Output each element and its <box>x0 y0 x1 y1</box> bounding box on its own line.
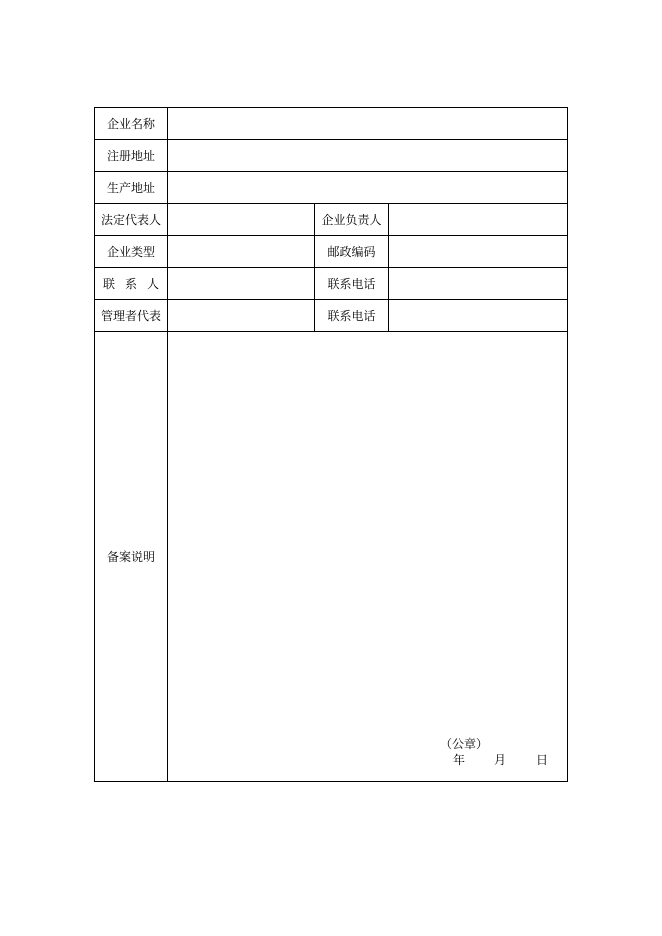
contact-phone-field[interactable] <box>389 268 567 299</box>
date-day-label: 日 <box>536 753 549 767</box>
contact-person-label <box>95 268 167 299</box>
filing-description-field[interactable] <box>168 332 567 781</box>
date-year-label: 年 <box>453 753 466 767</box>
legal-representative-label: 法定代表人 <box>100 212 161 227</box>
postal-code-field[interactable] <box>389 236 567 267</box>
postal-code-label: 邮政编码 <box>327 244 376 259</box>
legal-representative-field[interactable] <box>168 204 314 235</box>
management-contact-phone-field[interactable] <box>389 300 567 331</box>
contact-person-char-3: 人 <box>146 276 159 291</box>
official-seal-text: （公章） <box>440 737 489 751</box>
company-leader-label: 企业负责人 <box>321 212 382 227</box>
company-name-field[interactable] <box>168 108 567 139</box>
management-representative-field[interactable] <box>168 300 314 331</box>
contact-person-char-2: 系 <box>124 276 137 291</box>
production-address-field[interactable] <box>168 172 567 203</box>
registered-address-label: 注册地址 <box>106 148 155 163</box>
contact-person-char-1: 联 <box>103 276 116 291</box>
filing-form-table <box>94 107 568 782</box>
contact-person-field[interactable] <box>168 268 314 299</box>
production-address-label: 生产地址 <box>106 180 155 195</box>
management-representative-label: 管理者代表 <box>100 308 161 323</box>
company-name-label: 企业名称 <box>106 116 155 131</box>
company-type-label: 企业类型 <box>106 244 155 259</box>
date-month-label: 月 <box>494 753 507 767</box>
filing-description-label: 备案说明 <box>106 549 155 564</box>
registered-address-field[interactable] <box>168 140 567 171</box>
company-leader-field[interactable] <box>389 204 567 235</box>
management-contact-phone-label: 联系电话 <box>327 308 376 323</box>
contact-phone-label: 联系电话 <box>327 276 376 291</box>
company-type-field[interactable] <box>168 236 314 267</box>
